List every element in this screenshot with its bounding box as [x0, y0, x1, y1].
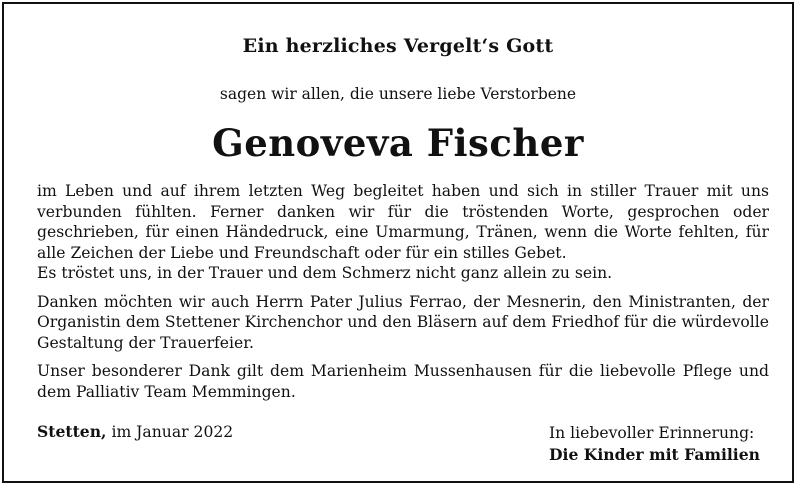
intro-line: sagen wir allen, die unsere liebe Verstorbene	[219, 85, 577, 103]
place: Stetten,	[37, 422, 107, 441]
deceased-name: Genoveva Fischer	[212, 121, 584, 165]
signature-block	[549, 422, 760, 466]
paragraph-church: Danken möchten wir auch Herrn Pater Julius Ferrao, der Mesnerin, den Ministranten, der Organistin dem Stettener Kirchenchor und den Bläsern auf dem Friedhof für die würdevolle Gestaltung der Trauerfeier.	[37, 292, 769, 352]
date: im Januar 2022	[111, 423, 234, 441]
paragraph-care: Unser besonderer Dank gilt dem Marienheim Mussenhausen für die liebevolle Pflege und dem Palliativ Team Memmingen.	[37, 362, 769, 401]
signature: Die Kinder mit Familien	[549, 445, 760, 464]
memory-line: In liebevoller Erinnerung:	[549, 424, 755, 442]
body-text	[37, 181, 769, 410]
heading: Ein herzliches Vergelt‘s Gott	[242, 35, 554, 57]
place-date	[37, 422, 233, 441]
paragraph-comfort: Es tröstet uns, in der Trauer und dem Schmerz nicht ganz allein zu sein.	[37, 264, 613, 282]
paragraph-thanks: im Leben und auf ihrem letzten Weg begleitet haben und sich in stiller Trauer mit uns verbunden fühlten. Ferner danken wir für die tröstenden Worte, gesprochen oder geschrieben, für einen Händedruck, eine Umarmung, Tränen, wenn die Worte fehlten, für alle Zeichen der Liebe und Freundschaft oder für ein stilles Gebet.	[37, 182, 769, 262]
obituary-card	[2, 2, 794, 483]
